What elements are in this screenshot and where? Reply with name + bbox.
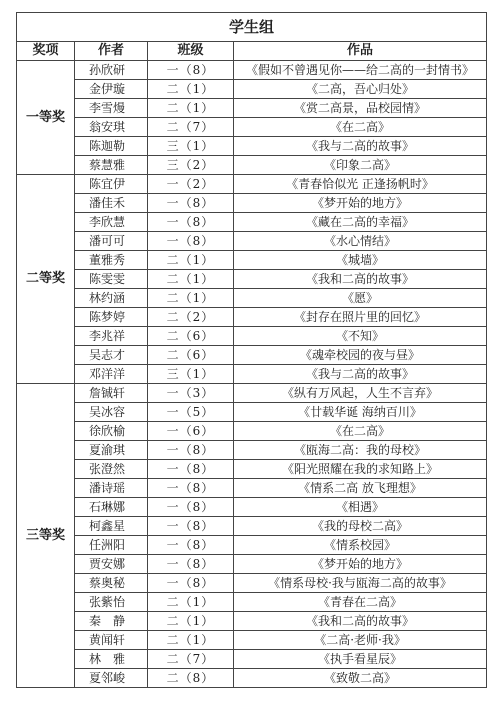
table-row (17, 80, 487, 99)
class-cell: 二（1） (148, 612, 234, 631)
header-author: 作者 (75, 42, 148, 61)
work-cell: 《青春在二高》 (234, 593, 487, 612)
class-cell: 一（8） (148, 479, 234, 498)
author-cell: 张澄然 (75, 460, 148, 479)
table-row (17, 137, 487, 156)
table-row (17, 365, 487, 384)
author-cell: 黄闻轩 (75, 631, 148, 650)
author-cell: 詹铖轩 (75, 384, 148, 403)
class-cell: 二（6） (148, 327, 234, 346)
class-cell: 二（1） (148, 80, 234, 99)
author-cell: 金伊璇 (75, 80, 148, 99)
work-cell: 《梦开始的地方》 (234, 194, 487, 213)
class-cell: 一（8） (148, 213, 234, 232)
work-cell: 《纵有万风起，人生不言弃》 (234, 384, 487, 403)
work-cell: 《情系二高 放飞理想》 (234, 479, 487, 498)
work-cell: 《赏二高景，品校园情》 (234, 99, 487, 118)
table-row (17, 308, 487, 327)
work-cell: 《廿载华诞 海纳百川》 (234, 403, 487, 422)
award-level-cell: 一等奖 (17, 61, 75, 175)
author-cell: 林约涵 (75, 289, 148, 308)
author-cell: 邓洋洋 (75, 365, 148, 384)
work-cell: 《二高·老师·我》 (234, 631, 487, 650)
author-cell: 李欣慧 (75, 213, 148, 232)
author-cell: 陈梦婷 (75, 308, 148, 327)
author-cell: 蔡慧雅 (75, 156, 148, 175)
class-cell: 一（8） (148, 555, 234, 574)
author-cell: 夏邻峻 (75, 669, 148, 688)
author-cell: 贾安娜 (75, 555, 148, 574)
author-cell: 李雪熳 (75, 99, 148, 118)
class-cell: 三（1） (148, 365, 234, 384)
work-cell: 《相遇》 (234, 498, 487, 517)
class-cell: 二（1） (148, 631, 234, 650)
work-cell: 《瓯海二高：我的母校》 (234, 441, 487, 460)
table-row (17, 194, 487, 213)
work-cell: 《藏在二高的幸福》 (234, 213, 487, 232)
work-cell: 《在二高》 (234, 118, 487, 137)
author-cell: 陈迦勒 (75, 137, 148, 156)
table-row (17, 536, 487, 555)
class-cell: 一（8） (148, 498, 234, 517)
work-cell: 《我与二高的故事》 (234, 137, 487, 156)
work-cell: 《假如不曾遇见你——给二高的一封情书》 (234, 61, 487, 80)
author-cell: 翁安琪 (75, 118, 148, 137)
table-title: 学生组 (17, 13, 487, 42)
table-row (17, 460, 487, 479)
table-body (17, 61, 487, 688)
author-cell: 吴冰容 (75, 403, 148, 422)
class-cell: 一（8） (148, 194, 234, 213)
table-row (17, 631, 487, 650)
work-cell: 《致敬二高》 (234, 669, 487, 688)
table-row (17, 232, 487, 251)
class-cell: 一（8） (148, 536, 234, 555)
table-row (17, 612, 487, 631)
class-cell: 一（8） (148, 61, 234, 80)
class-cell: 一（5） (148, 403, 234, 422)
class-cell: 一（6） (148, 422, 234, 441)
work-cell: 《愿》 (234, 289, 487, 308)
class-cell: 二（8） (148, 669, 234, 688)
table-row (17, 346, 487, 365)
author-cell: 潘可可 (75, 232, 148, 251)
work-cell: 《城墙》 (234, 251, 487, 270)
work-cell: 《水心情结》 (234, 232, 487, 251)
author-cell: 夏渝琪 (75, 441, 148, 460)
table-row (17, 99, 487, 118)
table-row (17, 441, 487, 460)
table-row (17, 498, 487, 517)
author-cell: 董雅秀 (75, 251, 148, 270)
table-row (17, 650, 487, 669)
work-cell: 《青春恰似光 正逢扬帆时》 (234, 175, 487, 194)
table-row (17, 479, 487, 498)
work-cell: 《情系母校·我与瓯海二高的故事》 (234, 574, 487, 593)
header-work: 作品 (234, 42, 487, 61)
award-level-cell: 二等奖 (17, 175, 75, 384)
author-cell: 林 雅 (75, 650, 148, 669)
work-cell: 《情系校园》 (234, 536, 487, 555)
table-row (17, 384, 487, 403)
class-cell: 一（8） (148, 517, 234, 536)
table-row (17, 213, 487, 232)
class-cell: 二（1） (148, 289, 234, 308)
work-cell: 《我与二高的故事》 (234, 365, 487, 384)
author-cell: 李兆祥 (75, 327, 148, 346)
table-row (17, 517, 487, 536)
work-cell: 《魂牵校园的夜与昼》 (234, 346, 487, 365)
header-award: 奖项 (17, 42, 75, 61)
header-class: 班级 (148, 42, 234, 61)
author-cell: 陈雯雯 (75, 270, 148, 289)
author-cell: 任洲阳 (75, 536, 148, 555)
class-cell: 三（2） (148, 156, 234, 175)
author-cell: 徐欣榆 (75, 422, 148, 441)
author-cell: 蔡奥秘 (75, 574, 148, 593)
class-cell: 一（8） (148, 441, 234, 460)
work-cell: 《在二高》 (234, 422, 487, 441)
work-cell: 《我和二高的故事》 (234, 612, 487, 631)
award-table (16, 12, 487, 688)
author-cell: 张紫怡 (75, 593, 148, 612)
award-level-cell: 三等奖 (17, 384, 75, 688)
work-cell: 《阳光照耀在我的求知路上》 (234, 460, 487, 479)
work-cell: 《执手看星辰》 (234, 650, 487, 669)
table-row (17, 574, 487, 593)
work-cell: 《封存在照片里的回忆》 (234, 308, 487, 327)
class-cell: 二（1） (148, 251, 234, 270)
table-row (17, 118, 487, 137)
author-cell: 陈宜伊 (75, 175, 148, 194)
table-row (17, 175, 487, 194)
work-cell: 《我的母校二高》 (234, 517, 487, 536)
class-cell: 一（3） (148, 384, 234, 403)
author-cell: 孙欣研 (75, 61, 148, 80)
work-cell: 《我和二高的故事》 (234, 270, 487, 289)
award-list-document (16, 12, 486, 688)
work-cell: 《不知》 (234, 327, 487, 346)
class-cell: 一（2） (148, 175, 234, 194)
class-cell: 一（8） (148, 460, 234, 479)
class-cell: 二（7） (148, 118, 234, 137)
author-cell: 石琳娜 (75, 498, 148, 517)
class-cell: 三（1） (148, 137, 234, 156)
table-row (17, 327, 487, 346)
table-row (17, 251, 487, 270)
work-cell: 《二高，吾心归处》 (234, 80, 487, 99)
class-cell: 二（1） (148, 99, 234, 118)
class-cell: 二（1） (148, 593, 234, 612)
class-cell: 二（7） (148, 650, 234, 669)
table-row (17, 669, 487, 688)
work-cell: 《梦开始的地方》 (234, 555, 487, 574)
author-cell: 潘佳禾 (75, 194, 148, 213)
class-cell: 二（2） (148, 308, 234, 327)
table-row (17, 555, 487, 574)
class-cell: 一（8） (148, 574, 234, 593)
class-cell: 一（8） (148, 232, 234, 251)
author-cell: 潘诗瑶 (75, 479, 148, 498)
class-cell: 二（6） (148, 346, 234, 365)
table-row (17, 156, 487, 175)
author-cell: 秦 静 (75, 612, 148, 631)
work-cell: 《印象二高》 (234, 156, 487, 175)
author-cell: 吴志才 (75, 346, 148, 365)
table-row (17, 403, 487, 422)
table-row (17, 593, 487, 612)
class-cell: 二（1） (148, 270, 234, 289)
table-row (17, 270, 487, 289)
table-row (17, 289, 487, 308)
table-row (17, 61, 487, 80)
table-row (17, 422, 487, 441)
author-cell: 柯鑫星 (75, 517, 148, 536)
